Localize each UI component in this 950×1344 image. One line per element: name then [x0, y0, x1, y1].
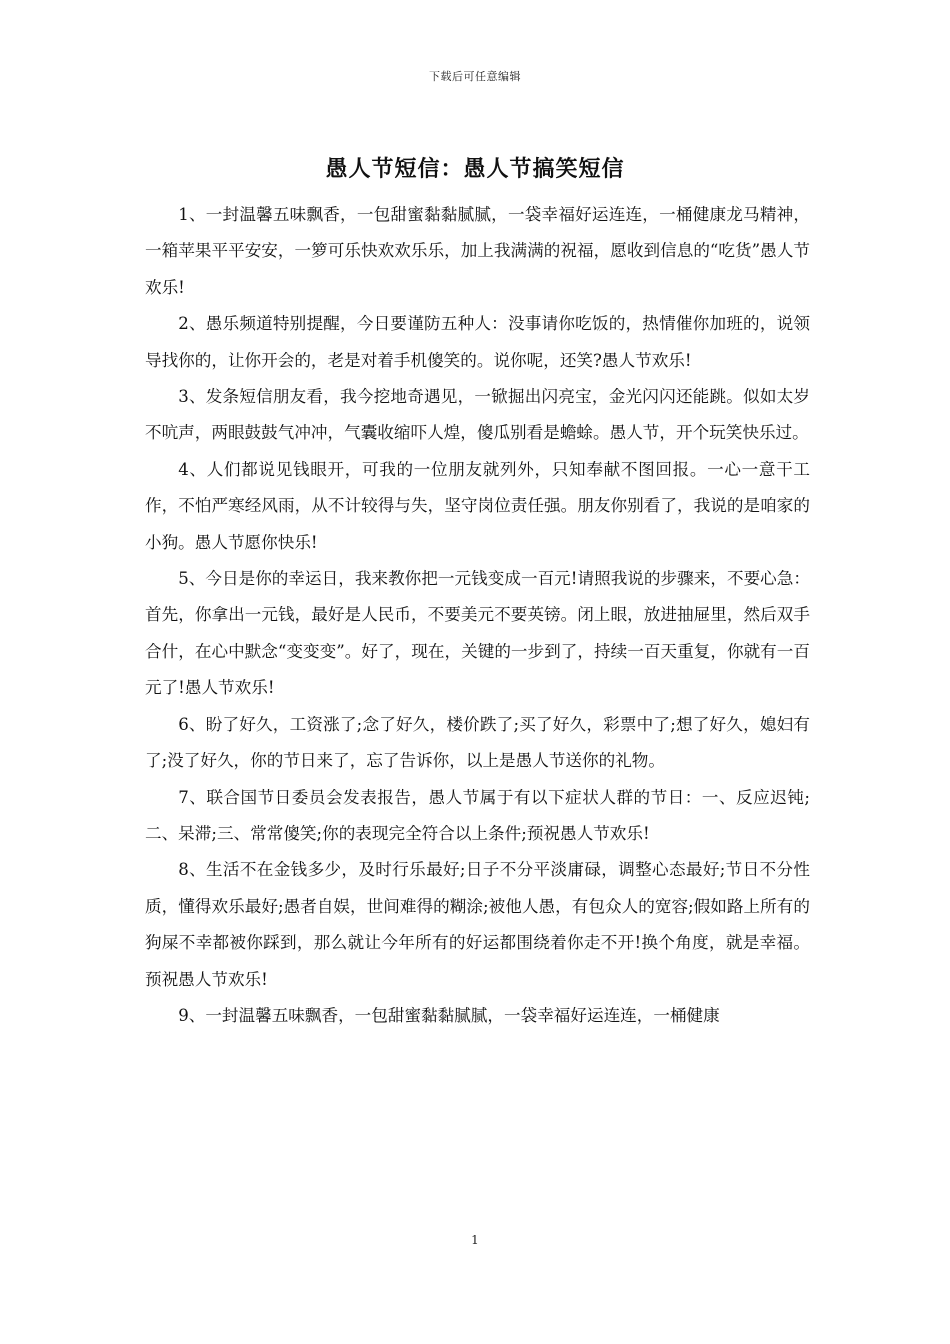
- paragraph-7: 7、联合国节日委员会发表报告，愚人节属于有以下症状人群的节日：一、反应迟钝;二、呆滞;三、常常傻笑;你的表现完全符合以上条件;预祝愚人节欢乐!: [145, 787, 810, 843]
- paragraph-5: 5、今日是你的幸运日，我来教你把一元钱变成一百元!请照我说的步骤来，不要心急：首先，你拿出一元钱，最好是人民币，不要美元不要英镑。闭上眼，放进抽屉里，然后双手合什，在心中默念“变变变”。好了，现在，关键的一步到了，持续一百天重复，你就有一百元了!愚人节欢乐!: [145, 569, 810, 698]
- document-title: 愚人节短信：愚人节搞笑短信: [325, 156, 625, 182]
- header-note: 下载后可任意编辑: [429, 70, 521, 83]
- paragraph-9: 9、一封温馨五味飘香，一包甜蜜黏黏腻腻，一袋幸福好运连连，一桶健康: [178, 1005, 720, 1025]
- paragraph-3: 3、发条短信朋友看，我今挖地奇遇见，一锨掘出闪亮宝，金光闪闪还能跳。似如太岁不吭声，两眼鼓鼓气冲冲，气囊收缩吓人煌，傻瓜别看是蟾蜍。愚人节，开个玩笑快乐过。: [145, 387, 810, 443]
- page-number: 1: [471, 1233, 479, 1247]
- document-body: [145, 197, 810, 1034]
- paragraph-6: 6、盼了好久，工资涨了;念了好久，楼价跌了;买了好久，彩票中了;想了好久，媳妇有了;没了好久，你的节日来了，忘了告诉你，以上是愚人节送你的礼物。: [145, 714, 810, 771]
- paragraph-2: 2、愚乐频道特别提醒，今日要谨防五种人：没事请你吃饭的，热情催你加班的，说领导找你的，让你开会的，老是对着手机傻笑的。说你呢，还笑?愚人节欢乐!: [145, 314, 810, 370]
- paragraph-1: 1、一封温馨五味飘香，一包甜蜜黏黏腻腻，一袋幸福好运连连，一桶健康龙马精神，一箱苹果平平安安，一箩可乐快欢欢乐乐，加上我满满的祝福，愿收到信息的“吃货”愚人节欢乐!: [145, 205, 810, 297]
- paragraph-4: 4、人们都说见钱眼开，可我的一位朋友就列外，只知奉献不图回报。一心一意干工作，不怕严寒经风雨，从不计较得与失，坚守岗位责任强。朋友你别看了，我说的是咱家的小狗。愚人节愿你快乐!: [145, 459, 810, 552]
- paragraph-8: 8、生活不在金钱多少，及时行乐最好;日子不分平淡庸碌，调整心态最好;节日不分性质，懂得欢乐最好;愚者自娱，世间难得的糊涂;被他人愚，有包众人的宽容;假如路上所有的狗屎不幸都被你踩到，那么就让今年所有的好运都围绕着你走不开!换个角度，就是幸福。预祝愚人节欢乐!: [145, 860, 810, 989]
